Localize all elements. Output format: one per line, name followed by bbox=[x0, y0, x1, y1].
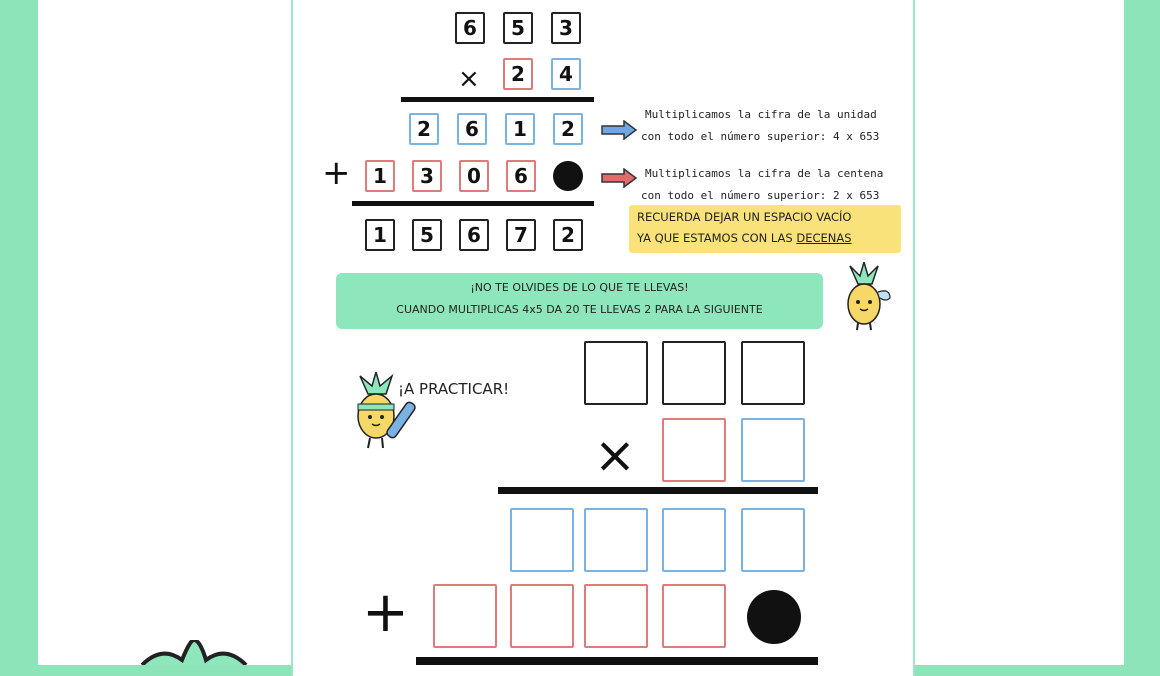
multiplier-digit: 2 bbox=[503, 58, 533, 90]
multiplier-digit: 4 bbox=[551, 58, 581, 90]
top-digit: 3 bbox=[551, 12, 581, 44]
rule-line bbox=[352, 201, 594, 206]
answer-box[interactable] bbox=[741, 341, 805, 405]
answer-box[interactable] bbox=[662, 508, 726, 572]
partial-digit: 2 bbox=[553, 113, 583, 145]
top-digit: 5 bbox=[503, 12, 533, 44]
tens-note-line1: Multiplicamos la cifra de la centena bbox=[645, 167, 884, 180]
answer-box[interactable] bbox=[510, 508, 574, 572]
plus-symbol: + bbox=[322, 153, 351, 193]
red-arrow-icon bbox=[600, 168, 638, 192]
rule-line bbox=[401, 97, 594, 102]
answer-box[interactable] bbox=[741, 508, 805, 572]
blue-arrow-icon bbox=[600, 120, 638, 144]
result-digit: 7 bbox=[506, 219, 536, 251]
answer-box[interactable] bbox=[433, 584, 497, 648]
answer-box[interactable] bbox=[584, 584, 648, 648]
answer-box[interactable] bbox=[584, 341, 648, 405]
partial-digit: 0 bbox=[459, 160, 489, 192]
result-digit: 2 bbox=[553, 219, 583, 251]
units-note-line1: Multiplicamos la cifra de la unidad bbox=[645, 108, 877, 121]
partial-digit: 2 bbox=[409, 113, 439, 145]
top-digit: 6 bbox=[455, 12, 485, 44]
reminder-highlight bbox=[629, 205, 901, 253]
reminder-line1: RECUERDA DEJAR UN ESPACIO VACÍO bbox=[637, 210, 852, 224]
character-eyes-icon bbox=[915, 0, 985, 10]
partial-digit: 3 bbox=[412, 160, 442, 192]
result-digit: 1 bbox=[365, 219, 395, 251]
practice-label: ¡A PRACTICAR! bbox=[398, 380, 510, 398]
answer-box[interactable] bbox=[584, 508, 648, 572]
partial-digit: 1 bbox=[365, 160, 395, 192]
rule-line bbox=[416, 657, 818, 665]
rule-line bbox=[498, 487, 818, 494]
placeholder-dot bbox=[553, 161, 583, 191]
reminder-line2: YA QUE ESTAMOS CON LAS DECENAS bbox=[637, 231, 852, 245]
plus-symbol: + bbox=[362, 580, 409, 645]
units-note-line2: con todo el número superior: 4 x 653 bbox=[641, 130, 880, 143]
partial-digit: 6 bbox=[506, 160, 536, 192]
times-symbol: × bbox=[594, 426, 636, 484]
answer-box[interactable] bbox=[662, 584, 726, 648]
partial-digit: 1 bbox=[505, 113, 535, 145]
placeholder-dot bbox=[747, 590, 801, 644]
answer-box[interactable] bbox=[662, 341, 726, 405]
answer-box[interactable] bbox=[741, 418, 805, 482]
result-digit: 5 bbox=[412, 219, 442, 251]
tip-box bbox=[336, 273, 823, 329]
partial-digit: 6 bbox=[457, 113, 487, 145]
result-digit: 6 bbox=[459, 219, 489, 251]
decenas-emphasis: DECENAS bbox=[796, 231, 852, 245]
pineapple-mascot-icon bbox=[828, 262, 898, 336]
tip-line1: ¡NO TE OLVIDES DE LO QUE TE LLEVAS! bbox=[470, 281, 689, 294]
times-symbol: × bbox=[458, 64, 480, 94]
answer-box[interactable] bbox=[662, 418, 726, 482]
tens-note-line2: con todo el número superior: 2 x 653 bbox=[641, 189, 880, 202]
answer-box[interactable] bbox=[510, 584, 574, 648]
worksheet bbox=[291, 0, 915, 676]
tip-line2: CUANDO MULTIPLICAS 4x5 DA 20 TE LLEVAS 2 PARA LA SIGUIENTE bbox=[396, 303, 763, 316]
